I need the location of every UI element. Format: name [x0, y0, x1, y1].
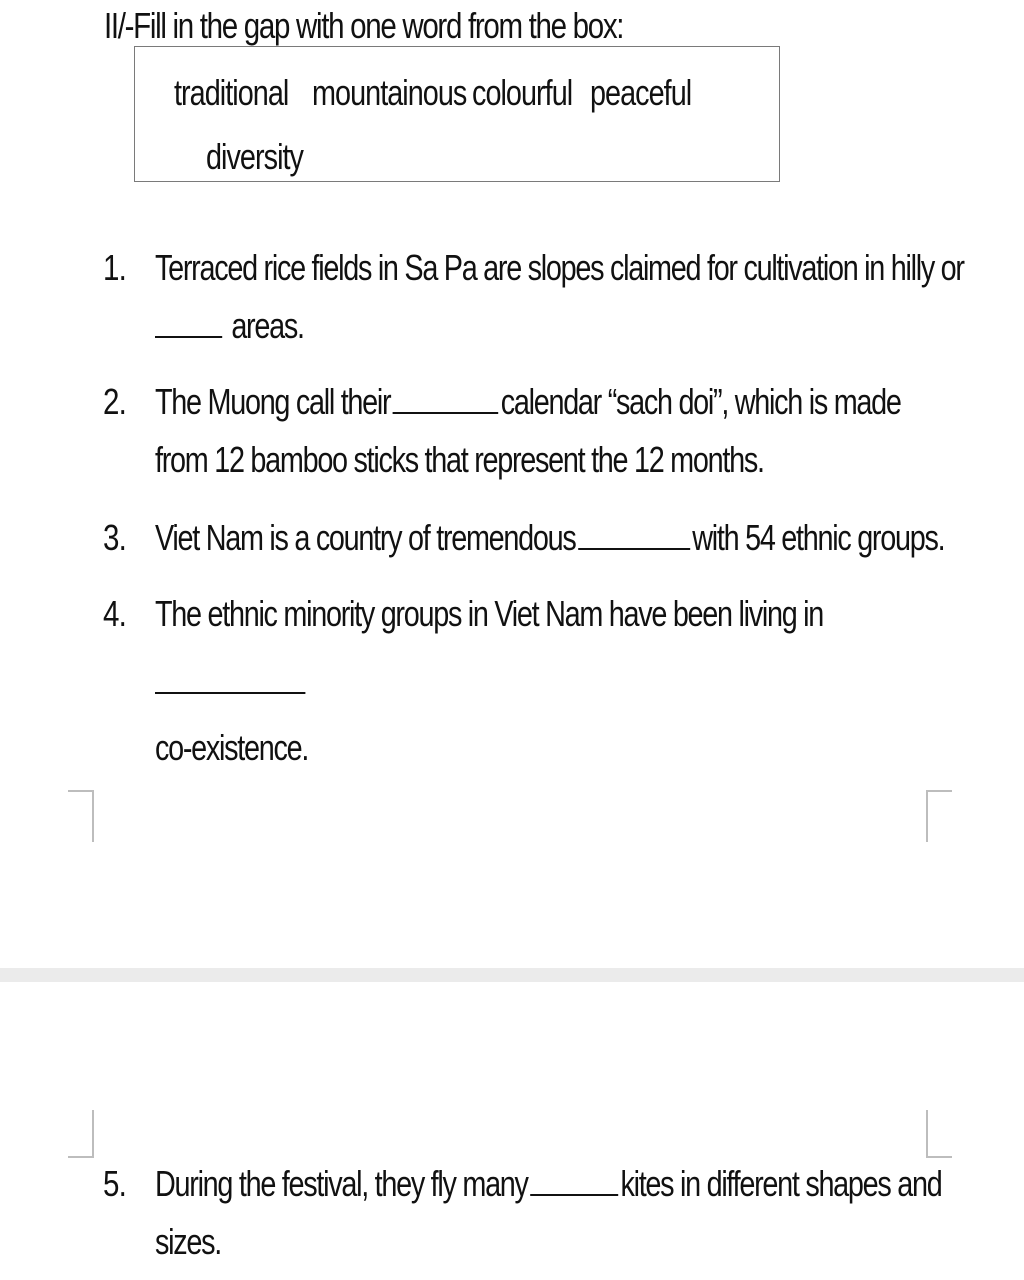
question-5-text-before-blank: During the festival, they fly many — [155, 1163, 528, 1204]
question-3-line-1 — [155, 516, 944, 560]
answer-blank[interactable] — [155, 662, 305, 694]
answer-blank[interactable] — [155, 306, 222, 338]
question-1-text-after-blank: areas. — [231, 305, 304, 346]
answer-blank[interactable] — [530, 1164, 618, 1196]
question-number: 5. — [103, 1163, 126, 1204]
question-2-line-1 — [155, 380, 901, 424]
word-bank-item: peaceful — [590, 72, 692, 113]
word-bank-item: mountainous — [312, 72, 467, 113]
question-5-line-2: sizes. — [155, 1221, 221, 1262]
page-corner-mark — [68, 1110, 94, 1158]
question-3-text-before-blank: Viet Nam is a country of tremendous — [155, 517, 576, 558]
page-corner-mark — [926, 1110, 952, 1158]
question-4-line-2 — [155, 660, 308, 704]
question-5-line-1 — [155, 1162, 941, 1206]
question-1-line-1: Terraced rice fields in Sa Pa are slopes claimed for cultivation in hilly or — [155, 247, 964, 288]
word-bank-item: diversity — [206, 136, 303, 177]
question-number: 3. — [103, 517, 126, 558]
question-2-line-2: from 12 bamboo sticks that represent the 12 months. — [155, 439, 764, 480]
question-2-text-after-blank: calendar “sach doi”, which is made — [500, 381, 901, 422]
answer-blank[interactable] — [393, 382, 499, 414]
page-corner-mark — [926, 790, 952, 842]
question-5-text-after-blank: kites in different shapes and — [620, 1163, 942, 1204]
word-bank-item: traditional — [174, 72, 289, 113]
page-corner-mark — [68, 790, 94, 842]
answer-blank[interactable] — [578, 518, 690, 550]
question-4-line-1: The ethnic minority groups in Viet Nam have been living in — [155, 593, 824, 634]
question-1-line-2 — [155, 304, 304, 348]
question-3-text-after-blank: with 54 ethnic groups. — [692, 517, 945, 558]
page-separator — [0, 968, 1024, 982]
question-number: 2. — [103, 381, 126, 422]
question-2-text-before-blank: The Muong call their — [155, 381, 391, 422]
word-bank-item: colourful — [472, 72, 573, 113]
question-number: 4. — [103, 593, 126, 634]
question-number: 1. — [103, 247, 126, 288]
word-bank-box — [134, 46, 780, 182]
exercise-heading: II/-Fill in the gap with one word from the box: — [104, 5, 624, 46]
document-page-2 — [0, 982, 1024, 1280]
question-4-line-3: co-existence. — [155, 727, 309, 768]
